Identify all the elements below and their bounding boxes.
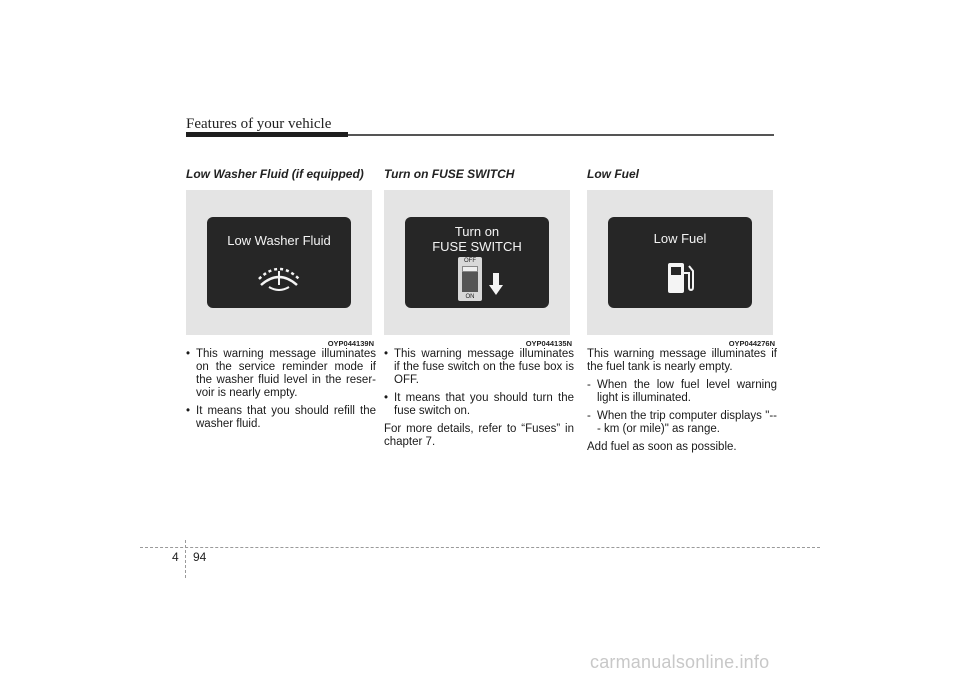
list-item: • It means that you should refill the washer fluid. xyxy=(186,405,376,431)
watermark: carmanualsonline.info xyxy=(590,652,770,672)
switch-lever xyxy=(462,266,478,272)
section-title: Low Fuel xyxy=(587,167,639,181)
list-item: - When the low fuel level warning light is illuminated. xyxy=(587,379,777,405)
fuel-pump-icon xyxy=(666,261,696,295)
section-fuse-switch xyxy=(384,167,574,454)
figure-code: OYP044139N xyxy=(327,339,374,348)
screen-message: Low Washer Fluid xyxy=(227,233,331,248)
figure-low-fuel xyxy=(587,190,773,335)
note-text: For more details, refer to “Fuses” in chapter 7. xyxy=(384,423,574,448)
header-rule-accent xyxy=(186,132,348,137)
header-title: Features of your vehicle xyxy=(186,116,332,132)
washer-fluid-icon xyxy=(255,257,303,291)
display-screen xyxy=(207,217,351,308)
screen-message-line1: Turn on xyxy=(454,224,500,239)
list-item: • This warning message illuminates on the service reminder mode if the washer fluid level in the reser-voir is nearly empty. xyxy=(186,348,376,400)
section-low-fuel xyxy=(587,167,777,459)
display-screen xyxy=(405,217,549,308)
figure-fuse-switch xyxy=(384,190,570,335)
page-number: 94 xyxy=(193,550,207,564)
figure-low-washer-fluid xyxy=(186,190,372,335)
switch-on-label: ON xyxy=(465,294,475,300)
outro-text: Add fuel as soon as possible. xyxy=(587,441,737,453)
footer-divider xyxy=(185,540,186,578)
screen-message: Low Fuel xyxy=(653,231,707,246)
intro-text: This warning message illuminates if the fuel tank is nearly empty. xyxy=(587,348,777,373)
footer-rule xyxy=(140,547,820,548)
switch-off-label: OFF xyxy=(464,258,476,264)
section-low-washer-fluid xyxy=(186,167,376,436)
list-item: - When the trip computer displays "--- km (or mile)" as range. xyxy=(587,410,777,436)
display-screen xyxy=(608,217,752,308)
down-arrow-icon xyxy=(489,273,503,295)
screen-message-line2: FUSE SWITCH xyxy=(432,239,522,254)
fuse-switch-icon xyxy=(458,257,482,301)
section-title: Turn on FUSE SWITCH xyxy=(384,167,515,181)
chapter-number: 4 xyxy=(172,550,179,564)
list-item: • This warning message illuminates if the fuse switch on the fuse box is OFF. xyxy=(384,348,574,387)
figure-code: OYP044276N xyxy=(728,339,775,348)
list-item: • It means that you should turn the fuse switch on. xyxy=(384,392,574,418)
section-title: Low Washer Fluid (if equipped) xyxy=(186,167,364,181)
figure-code: OYP044135N xyxy=(525,339,572,348)
